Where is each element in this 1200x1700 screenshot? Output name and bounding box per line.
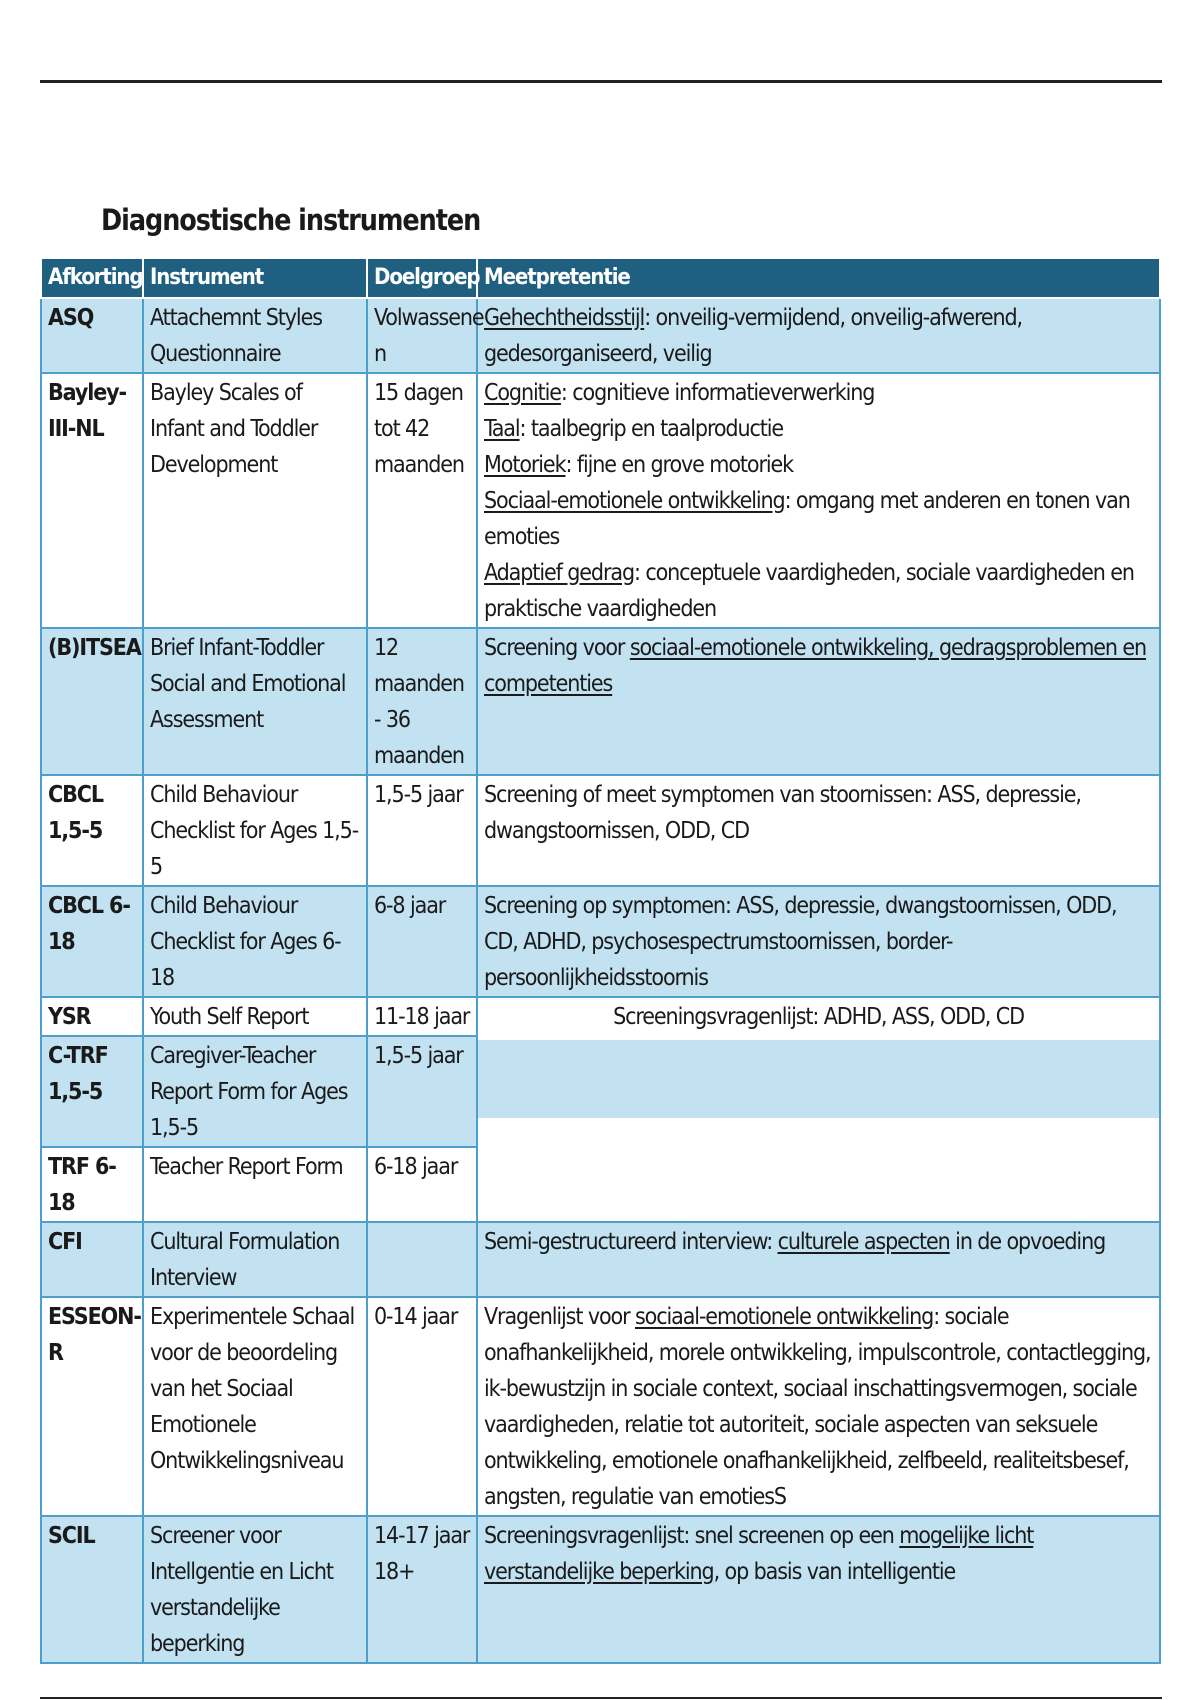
table-row: [41, 298, 1160, 373]
claim-text: : taalbegrip en taalproductie: [519, 416, 784, 442]
claim-text: , op basis van intelligentie: [713, 1559, 956, 1585]
table-row: [41, 373, 1160, 628]
claim-text: Screening voor: [484, 635, 630, 661]
claim-underlined: Gehechtheidsstijl: [484, 305, 645, 331]
group-cell: 15 dagen tot 42 maanden: [367, 373, 477, 628]
header-instrument: Instrument: [143, 258, 367, 298]
group-cell: Volwassene n: [367, 298, 477, 373]
instrument-cell: Child Behaviour Checklist for Ages 6-18: [143, 886, 367, 997]
claim-line: [484, 375, 1153, 411]
claim-text: : conceptuele vaardigheden, sociale vaardigheden en praktische vaardigheden: [484, 560, 1134, 622]
claim-cell: Screening of meet symptomen van stoornissen: ASS, depressie, dwangstoornissen, ODD, CD: [477, 775, 1160, 886]
claim-underlined: Adaptief gedrag: [484, 560, 634, 586]
bottom-rule: [40, 1697, 1162, 1699]
claim-underlined: Cognitie: [484, 380, 561, 406]
claim-cell: [477, 298, 1160, 373]
instrument-cell: Caregiver-Teacher Report Form for Ages 1,5-5: [143, 1036, 367, 1147]
group-cell: 6-8 jaar: [367, 886, 477, 997]
instruments-table: [40, 257, 1161, 1664]
abbr-cell: CBCL 6-18: [41, 886, 143, 997]
claim-line: [484, 447, 1153, 483]
claim-line: [484, 411, 1153, 447]
claim-underlined: Sociaal-emotionele ontwikkeling: [484, 488, 785, 514]
header-abbr: Afkorting: [41, 258, 143, 298]
claim-text: : omgang met anderen en tonen van emoties: [484, 488, 1130, 550]
abbr-cell: ESSEON-R: [41, 1297, 143, 1516]
abbr-cell: (B)ITSEA: [41, 628, 143, 775]
abbr-cell: SCIL: [41, 1516, 143, 1663]
group-cell: 0-14 jaar: [367, 1297, 477, 1516]
table-row: [41, 628, 1160, 775]
claim-text: : cognitieve informatieverwerking: [560, 380, 875, 406]
claim-underlined: sociaal-emotionele ontwikkeling, gedragsproblemen en competenties: [484, 635, 1147, 697]
instrument-cell: Experimentele Schaal voor de beoordeling van het Sociaal Emotionele Ontwikkelingsniveau: [143, 1297, 367, 1516]
group-cell: 6-18 jaar: [367, 1147, 477, 1222]
group-cell: 1,5-5 jaar: [367, 1036, 477, 1147]
instrument-cell: Bayley Scales of Infant and Toddler Development: [143, 373, 367, 628]
instrument-cell: Youth Self Report: [143, 997, 367, 1036]
instrument-cell: Screener voor Intellgentie en Licht verstandelijke beperking: [143, 1516, 367, 1663]
merged-claim-cell: Screeningsvragenlijst: ADHD, ASS, ODD, CD: [477, 997, 1160, 1222]
table-row: [41, 997, 1160, 1036]
header-claim: Meetpretentie: [477, 258, 1160, 298]
instrument-cell: Attachemnt Styles Questionnaire: [143, 298, 367, 373]
claim-line: [484, 555, 1153, 627]
claim-text: : sociale onafhankelijkheid, morele ontwikkeling, impulscontrole, contactlegging, ik-bewustzijn in sociale context, sociaal inschattingsvermogen, sociale vaardigheden, relatie tot autoriteit, sociale aspecten van seksuele ontwikkeling, emotionele onafhankelijkheid, zelfbeeld, realiteitsbesef, angsten, regulatie van emotiesS: [484, 1304, 1151, 1510]
claim-text: Screeningsvragenlijst: snel screenen op een: [484, 1523, 900, 1549]
claim-text: : fijne en grove motoriek: [565, 452, 794, 478]
table-row: [41, 775, 1160, 886]
abbr-cell: YSR: [41, 997, 143, 1036]
claim-line: [484, 483, 1153, 555]
table-row: [41, 886, 1160, 997]
claim-cell: [477, 373, 1160, 628]
claim-text: Semi-gestructureerd interview:: [484, 1229, 778, 1255]
claim-cell: Screening op symptomen: ASS, depressie, dwangstoornissen, ODD, CD, ADHD, psychosespectrumstoornissen, border-persoonlijkheidsstoornis: [477, 886, 1160, 997]
instrument-cell: Teacher Report Form: [143, 1147, 367, 1222]
header-group: Doelgroep: [367, 258, 477, 298]
claim-underlined: Motoriek: [484, 452, 566, 478]
group-cell: 11-18 jaar: [367, 997, 477, 1036]
group-cell: 12 maanden - 36 maanden: [367, 628, 477, 775]
abbr-cell: C-TRF 1,5-5: [41, 1036, 143, 1147]
abbr-cell: CBCL 1,5-5: [41, 775, 143, 886]
claim-cell: [477, 628, 1160, 775]
instrument-cell: Cultural Formulation Interview: [143, 1222, 367, 1297]
table-header-row: [41, 258, 1160, 298]
group-cell: 1,5-5 jaar: [367, 775, 477, 886]
claim-cell: [477, 1297, 1160, 1516]
instrument-cell: Brief Infant-Toddler Social and Emotional Assessment: [143, 628, 367, 775]
claim-text: in de opvoeding: [949, 1229, 1106, 1255]
abbr-cell: ASQ: [41, 298, 143, 373]
claim-underlined: sociaal-emotionele ontwikkeling: [634, 1304, 934, 1330]
group-cell: [367, 1222, 477, 1297]
abbr-cell: CFI: [41, 1222, 143, 1297]
instrument-cell: Child Behaviour Checklist for Ages 1,5-5: [143, 775, 367, 886]
table-row: [41, 1222, 1160, 1297]
abbr-cell: TRF 6-18: [41, 1147, 143, 1222]
claim-cell: [477, 1222, 1160, 1297]
claim-underlined: mogelijke licht verstandelijke beperking: [484, 1523, 1034, 1585]
top-rule: [40, 80, 1162, 83]
group-cell: 14-17 jaar 18+: [367, 1516, 477, 1663]
table-row: [41, 1516, 1160, 1663]
claim-underlined: Taal: [484, 416, 520, 442]
claim-underlined: culturele aspecten: [777, 1229, 950, 1255]
table-row: [41, 1297, 1160, 1516]
page-title: Diagnostische instrumenten: [101, 203, 481, 237]
abbr-cell: Bayley-III-NL: [41, 373, 143, 628]
claim-cell: [477, 1516, 1160, 1663]
claim-text: Vragenlijst voor: [484, 1304, 635, 1330]
claim-text: : onveilig-vermijdend, onveilig-afwerend, gedesorganiseerd, veilig: [484, 305, 1023, 367]
